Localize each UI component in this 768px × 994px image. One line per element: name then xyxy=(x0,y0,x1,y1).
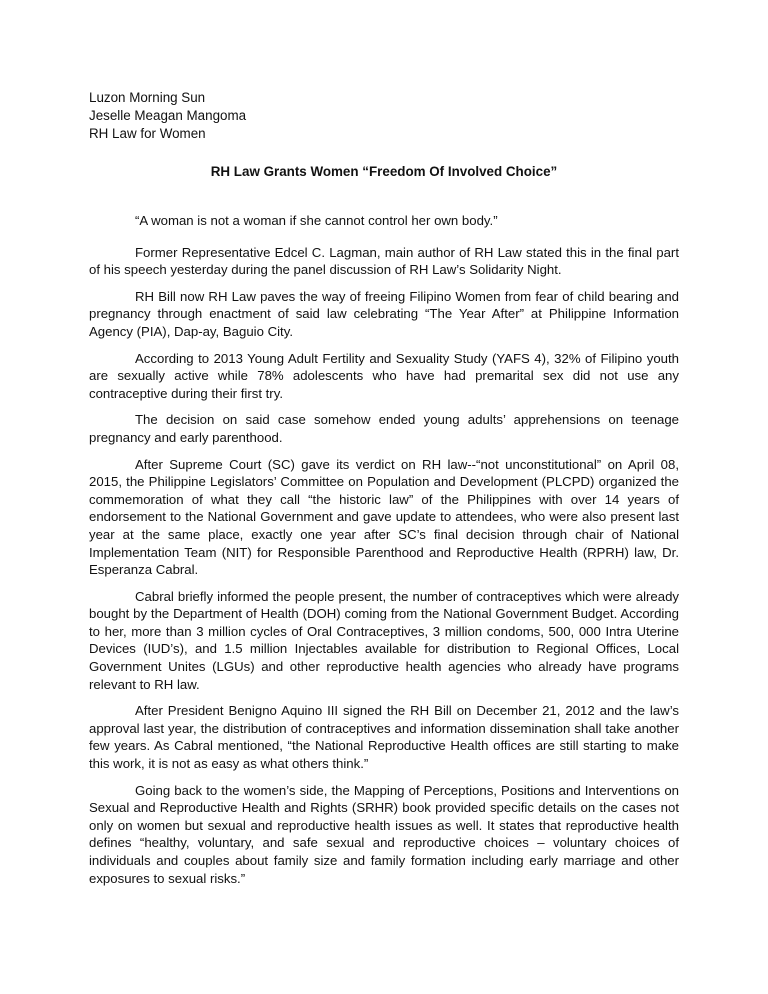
paragraph: RH Bill now RH Law paves the way of freeing Filipino Women from fear of child bearing and pregnancy through enactment of said law celebrating “The Year After” at Philippine Information Agency (PIA), Dap-ay, Baguio City. xyxy=(89,288,679,339)
paragraph: The decision on said case somehow ended young adults’ apprehensions on teenage pregnancy and early parenthood. xyxy=(89,412,679,445)
paragraph: According to 2013 Young Adult Fertility and Sexuality Study (YAFS 4), 32% of Filipino youth are sexually active while 78% adolescents who have had premarital sex did not use any contraceptive during their first try. xyxy=(89,350,679,401)
article-body xyxy=(89,212,679,896)
paragraph: Cabral briefly informed the people present, the number of contraceptives which were already bought by the Department of Health (DOH) coming from the National Government Budget. According to her, more than 3 million cycles of Oral Contraceptives, 3 million condoms, 500, 000 Intra Uterine Devices (IUD’s), and 1.5 million Injectables available for distribution to Regional Offices, Local Government Unites (LGUs) and other reproductive health agencies who already have programs relevant to RH law. xyxy=(89,588,679,692)
paragraph: After Supreme Court (SC) gave its verdict on RH law--“not unconstitutional” on April 08, 2015, the Philippine Legislators’ Committee on Population and Development (PLCPD) organized the commemoration of what they call “the historic law” of the Philippines with over 14 years of endorsement to the National Government and gave update to attendees, who were also present last year at the same place, exactly one year after SC’s final decision through chair of National Implementation Team (NIT) for Responsible Parenthood and Reproductive Health (RPRH) law, Dr. Esperanza Cabral. xyxy=(89,456,679,578)
document-header xyxy=(89,89,246,143)
paragraph: Going back to the women’s side, the Mapping of Perceptions, Positions and Interventions on Sexual and Reproductive Health and Rights (SRHR) book provided specific details on the cases not only on women but sexual and reproductive health issues as well. It states that reproductive health defines “healthy, voluntary, and safe sexual and reproductive choices – voluntary choices of individuals and couples about family size and family formation including early marriage and other exposures to sexual risks.” xyxy=(89,782,679,886)
paragraph: Former Representative Edcel C. Lagman, main author of RH Law stated this in the final part of his speech yesterday during the panel discussion of RH Law’s Solidarity Night. xyxy=(89,244,679,278)
publication-name: Luzon Morning Sun xyxy=(89,90,206,105)
author-name: Jeselle Meagan Mangoma xyxy=(89,108,247,123)
paragraph-quote: “A woman is not a woman if she cannot control her own body.” xyxy=(135,213,498,228)
section-name: RH Law for Women xyxy=(89,126,206,141)
article-title: RH Law Grants Women “Freedom Of Involved Choice” xyxy=(210,164,558,179)
paragraph: After President Benigno Aquino III signed the RH Bill on December 21, 2012 and the law’s approval last year, the distribution of contraceptives and information dissemination shall take another few years. As Cabral mentioned, “the National Reproductive Health offices are still starting to make this work, it is not as easy as what others think.” xyxy=(89,703,679,772)
